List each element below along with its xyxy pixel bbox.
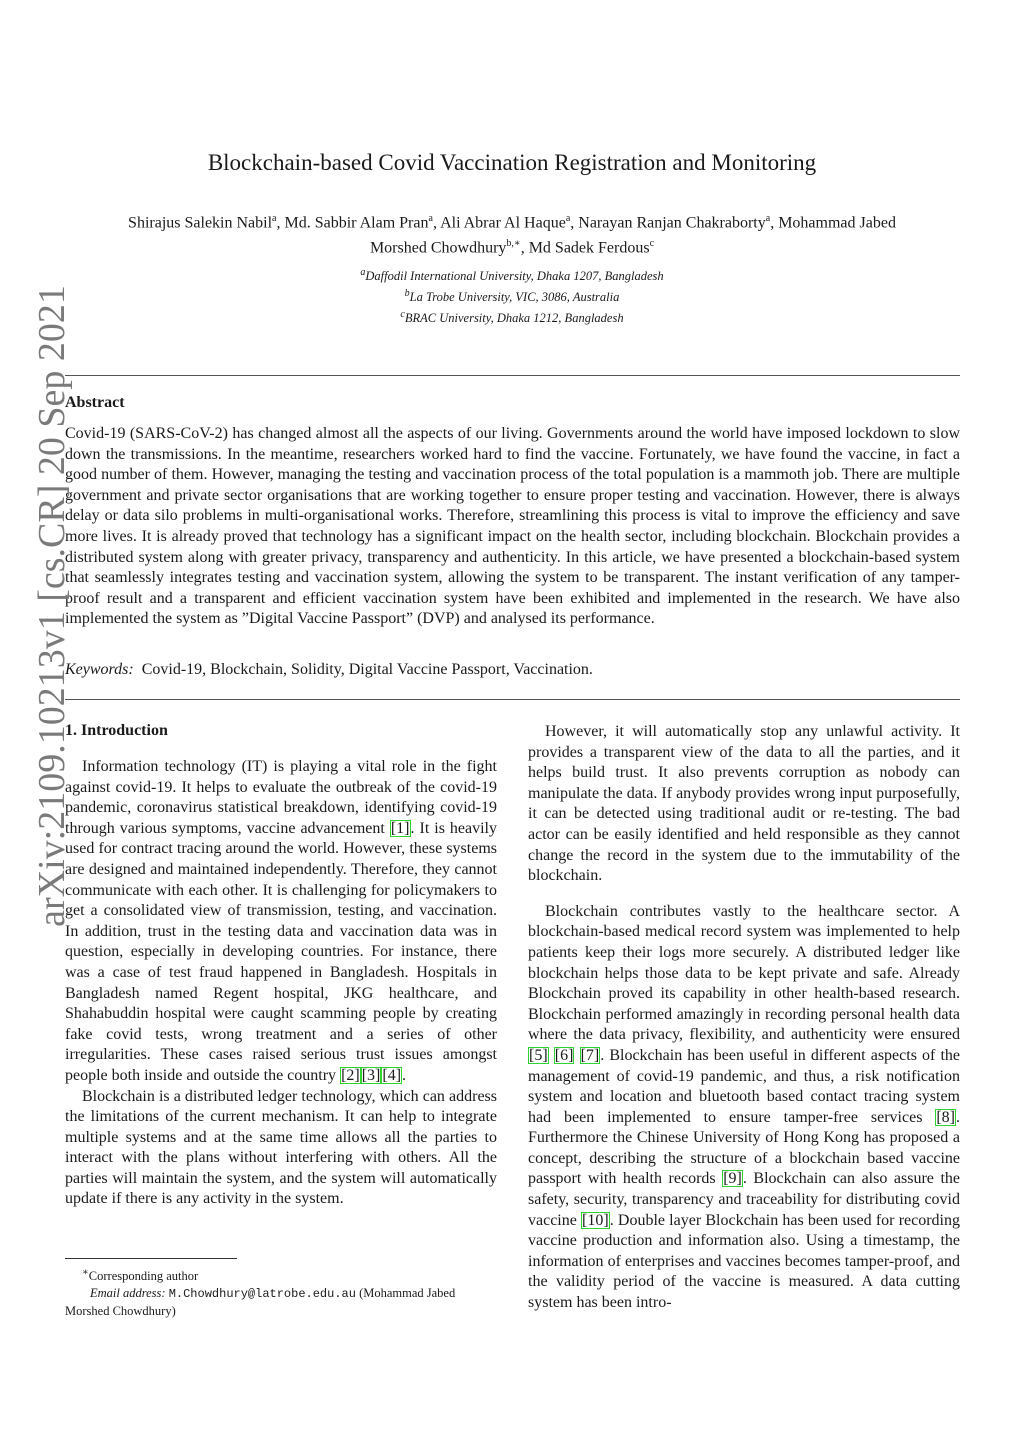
section-heading-introduction: 1. Introduction [65,722,168,739]
footnote-label: Corresponding author [88,1269,199,1284]
email-owner: (Mohammad Jabed Morshed Chowdhury) [65,1286,456,1319]
author-name: Morshed Chowdhury [369,239,507,257]
affiliation-mark: b [404,288,410,300]
author-name: Mohammad Jabed [778,214,896,232]
author-affil-mark: a [765,213,771,224]
arxiv-stamp[interactable]: arXiv:2109.10213v1 [cs.CR] 20 Sep 2021 [31,285,73,927]
author-affil-mark: c [649,238,655,250]
author-line-1: Shirajus Salekin Nabil$^a$, Md. Sabbir Alam Pran$^a$, Ali Abrar Al Haque$^a$, Narayan Ranjan Chakraborty$^a$, Mohammad Jabed [128,213,896,232]
affiliation-line [0,306,1024,327]
citation-link[interactable]: [6] [554,1046,574,1064]
footnote-mark: ∗ [82,1267,89,1278]
author-line-2: Morshed Chowdhury$^{b,∗}$, Md Sadek Ferdous$^c$ [369,238,655,257]
citation-link[interactable]: [7] [580,1046,600,1064]
email-label: Email address: [90,1286,166,1301]
author-name: Ali Abrar Al Haque [440,214,566,232]
paper-title: Blockchain-based Covid Vaccination Registration and Monitoring [207,150,817,175]
citation-link[interactable]: [4] [382,1066,402,1084]
author-list [80,208,944,259]
bottom-divider [65,699,960,700]
author-name: Md Sadek Ferdous [528,239,650,257]
citation-link[interactable]: [3] [361,1066,381,1084]
citation-link[interactable]: [2] [341,1066,360,1084]
footnote [65,1264,497,1320]
author-affil-mark: a [272,213,277,224]
body-paragraph: Blockchain is a distributed ledger technology, which can address the limitations of the current mechanism. It can help to integrate multiple systems and at the same time allows all the parties to interact with the plans without interfering with others. All the parties will maintain the system, and the system will automatically update if there is any activity in the system. [65,1087,497,1208]
author-affil-mark: b,∗ [506,238,521,250]
email-address[interactable]: M.Chowdhury@latrobe.edu.au [168,1287,356,1302]
body-paragraph: However, it will automatically stop any unlawful activity. It provides a transparent view of the data to all the parties, and it helps build trust. It also prevents corruption as nobody can manipulate the data. If anybody provides wrong input purposefully, it can be detected using traditional audit or re-testing. The bad actor can be easily identified and held responsible as they cannot change the record in the system due to the immutability of the blockchain. [528,723,960,885]
affiliation-line [0,285,1024,306]
citation-link[interactable]: [5] [529,1046,548,1064]
abstract-text: Covid-19 (SARS-CoV-2) has changed almost all the aspects of our living. Governments around the world have imposed lockdown to slow down the transmissions. In the meantime, researchers worked hard to find the vaccine. Fortunately, we have found the vaccine, in fact a good number of them. However, managing the testing and vaccination process of the total population is a mammoth job. There are multiple government and private sector organisations that are working together to ensure proper testing and vaccination. However, there is always delay or data silo problems in multi-organisational works. Therefore, streamlining this process is vital to improve the efficiency and save more lives. It is already proved that technology has a significant impact on the health sector, including blockchain. Blockchain provides a distributed system along with greater privacy, transparency and authenticity. In this article, we have presented a blockchain-based system that seamlessly integrates testing and vaccination system, allowing the system to be transparent. The instant verification of any tamper-proof result and a transparent and efficient vaccination system have been exhibited and implemented in the research. We have also implemented the system as ”Digital Vaccine Passport” (DVP) and analysed its performance. [65,425,960,628]
keywords-list: Covid-19, Blockchain, Solidity, Digital Vaccine Passport, Vaccination. [141,661,593,678]
affiliation-line [0,264,1024,285]
affiliation-text: La Trobe University, VIC, 3086, Australia [409,290,620,305]
citation-link[interactable]: [10] [582,1211,609,1229]
author-name: Narayan Ranjan Chakraborty [578,214,766,232]
keywords [65,661,960,679]
citation-link[interactable]: [8] [936,1108,955,1126]
body-paragraph: Blockchain contributes vastly to the healthcare sector. A blockchain-based medical record system was implemented to help patients keep their logs more securely. A distributed ledger like blockchain helps those data to be kept private and safe. Already Blockchain proved its capability in other health-based research. Blockchain performed amazingly in recording personal health data where the data privacy, flexibility, and authenticity were ensured [5] [6] [7]. Blockchain has been useful in different aspects of the management of covid-19 pandemic, and thus, a risk notification system and location and bluetooth based contact tracing system had been implemented to ensure tamper-free services [8]. Furthermore the Chinese University of Hong Kong has proposed a concept, describing the structure of a blockchain based vaccine passport with health records [9]. Blockchain can also assure the safety, security, transparency and traceability for distributing covid vaccine [10]. Double layer Blockchain has been used for recording vaccine production and information also. Using a timestamp, the information of enterprises and vaccines becomes tamper-proof, and the validity period of the vaccine is measured. A data cutting system has been intro- [528,902,961,1312]
author-name: Shirajus Salekin Nabil [128,214,273,232]
author-affil-mark: a [565,213,571,224]
author-affil-mark: a [428,213,433,224]
affiliation-mark: c [400,309,405,321]
affiliation-text: BRAC University, Dhaka 1212, Bangladesh [404,311,624,326]
footnote-divider [65,1258,237,1259]
body-paragraph: Information technology (IT) is playing a vital role in the fight against covid-19. It helps to evaluate the outbreak of the covid-19 pandemic, coronavirus statistical breakdown, identifying covid-19 through various symptoms, vaccine advancement [1]. It is heavily used for contract tracing around the world. However, these systems are designed and maintained independently. Therefore, they cannot communicate with each other. It is challenging for policymakers to get a consolidated view of transmission, testing, and vaccination. In addition, trust in the testing data and vaccination data was in question, especially in developing countries. For instance, there was a case of test fraud happened in Bangladesh. Hospitals in Bangladesh named Regent hospital, JKG healthcare, and Shahabuddin hospital were caught scamming people by creating fake covid tests, wrong treatment and a series of other irregularities. These cases raised serious trust issues amongst people both inside and outside the country [2] [3] [4]. [65,758,497,1084]
top-divider [65,375,960,376]
affiliations [0,264,1024,327]
affiliation-mark: a [360,267,366,278]
citation-link[interactable]: [1] [390,819,410,837]
citation-link[interactable]: [9] [723,1170,742,1188]
abstract-heading: Abstract [65,394,125,411]
affiliation-text: Daffodil International University, Dhaka 1207, Bangladesh [365,269,664,284]
keywords-label: Keywords: [65,661,134,678]
paragraph-gap [528,887,960,902]
right-column [528,722,960,1314]
author-name: Md. Sabbir Alam Pran [284,214,429,232]
left-column [65,757,497,1210]
